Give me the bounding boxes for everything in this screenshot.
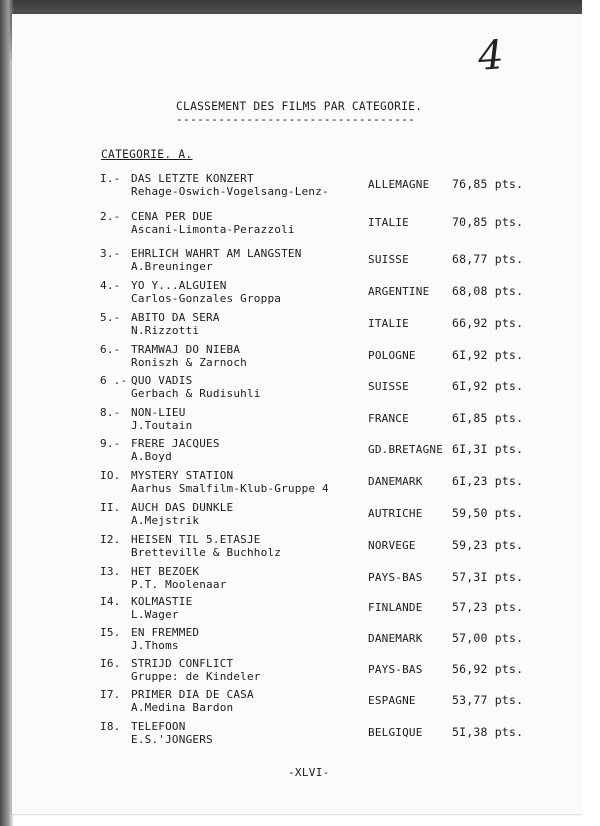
entry-score: 6I,92 pts. [452,379,524,393]
entry-rank: 8.- [100,406,121,419]
entry-rank: I3. [100,565,121,578]
list-item [0,172,600,202]
list-item [0,595,600,625]
entry-authors: P.T. Moolenaar [131,578,227,591]
title-underline: ---------------------------------- [176,113,416,126]
entry-score: 57,00 pts. [452,631,524,645]
entry-score: 76,85 pts. [452,177,524,191]
entry-score: 6I,85 pts. [452,411,524,425]
list-item [0,343,600,373]
entry-country: DANEMARK [368,632,423,645]
entry-authors: N.Rizzotti [131,324,200,337]
entry-score: 57,3I pts. [452,570,524,584]
entry-country: AUTRICHE [368,507,423,520]
entry-film-title: PRIMER DIA DE CASA [131,688,254,701]
entry-rank: 2.- [100,210,121,223]
entry-score: 6I,3I pts. [452,442,524,456]
list-item [0,406,600,436]
entry-country: PAYS-BAS [368,571,423,584]
list-item [0,501,600,531]
entry-score: 68,77 pts. [452,252,524,266]
entry-score: 5I,38 pts. [452,725,524,739]
entry-authors: A.Mejstrik [131,514,200,527]
entry-authors: Gerbach & Rudisuhli [131,387,261,400]
handwritten-page-number: 4 [476,32,506,80]
list-item [0,469,600,499]
entry-authors: J.Toutain [131,419,193,432]
entry-rank: IO. [100,469,121,482]
entry-rank: I5. [100,626,121,639]
entry-score: 57,23 pts. [452,600,524,614]
entry-country: SUISSE [368,253,409,266]
entry-film-title: STRIJD CONFLICT [131,657,234,670]
entry-score: 6I,92 pts. [452,348,524,362]
entry-film-title: DAS LETZTE KONZERT [131,172,254,185]
entry-film-title: AUCH DAS DUNKLE [131,501,234,514]
entry-rank: 9.- [100,437,121,450]
entry-authors: Aarhus Smalfilm-Klub-Gruppe 4 [131,482,329,495]
entry-country: ALLEMAGNE [368,178,430,191]
entry-authors: Gruppe: de Kindeler [131,670,261,683]
list-item [0,565,600,595]
category-heading: CATEGORIE. A. [101,148,193,161]
list-item [0,279,600,309]
entry-film-title: ABITO DA SERA [131,311,220,324]
entry-authors: J.Thoms [131,639,179,652]
entry-rank: I2. [100,533,121,546]
entry-film-title: CENA PER DUE [131,210,213,223]
entry-film-title: TELEFOON [131,720,186,733]
entry-country: FRANCE [368,412,409,425]
entry-film-title: TRAMWAJ DO NIEBA [131,343,241,356]
entry-authors: Carlos-Gonzales Groppa [131,292,282,305]
entry-country: DANEMARK [368,475,423,488]
entry-film-title: NON-LIEU [131,406,186,419]
entry-rank: I4. [100,595,121,608]
list-item [0,374,600,404]
entry-score: 59,50 pts. [452,506,524,520]
entry-country: GD.BRETAGNE [368,443,444,456]
entry-country: SUISSE [368,380,409,393]
entry-score: 68,08 pts. [452,284,524,298]
list-item [0,247,600,277]
entry-film-title: HET BEZOEK [131,565,200,578]
entry-country: POLOGNE [368,349,416,362]
entry-score: 66,92 pts. [452,316,524,330]
entry-authors: A.Boyd [131,450,172,463]
entry-rank: I.- [100,172,121,185]
entry-film-title: QUO VADIS [131,374,193,387]
list-item [0,533,600,563]
entry-rank: I6. [100,657,121,670]
entry-score: 6I,23 pts. [452,474,524,488]
entry-country: BELGIQUE [368,726,423,739]
entry-authors: E.S.'JONGERS [131,733,213,746]
entry-rank: I8. [100,720,121,733]
page-footer-roman-numeral: -XLVI- [288,766,330,779]
entry-film-title: FRERE JACQUES [131,437,220,450]
entry-country: ITALIE [368,317,409,330]
list-item [0,657,600,687]
list-item [0,437,600,467]
entry-rank: 4.- [100,279,121,292]
entry-rank: 6 .- [100,374,128,387]
entry-rank: I7. [100,688,121,701]
entry-score: 70,85 pts. [452,215,524,229]
entry-rank: II. [100,501,121,514]
entry-country: ESPAGNE [368,694,416,707]
entry-authors: Roniszh & Zarnoch [131,356,247,369]
list-item [0,720,600,750]
entry-country: ARGENTINE [368,285,430,298]
entry-film-title: YO Y...ALGUIEN [131,279,227,292]
entry-film-title: EHRLICH WAHRT AM LANGSTEN [131,247,302,260]
entry-score: 53,77 pts. [452,693,524,707]
entry-authors: A.Breuninger [131,260,213,273]
list-item [0,311,600,341]
entry-score: 59,23 pts. [452,538,524,552]
entry-country: ITALIE [368,216,409,229]
entry-authors: A.Medina Bardon [131,701,234,714]
document-title: CLASSEMENT DES FILMS PAR CATEGORIE. [176,100,423,113]
entry-country: NORVEGE [368,539,416,552]
entry-authors: L.Wager [131,608,179,621]
entry-authors: Ascani-Limonta-Perazzoli [131,223,295,236]
entry-film-title: MYSTERY STATION [131,469,234,482]
entry-authors: Rehage-Oswich-Vogelsang-Lenz- [131,185,329,198]
entry-score: 56,92 pts. [452,662,524,676]
list-item [0,210,600,240]
entry-rank: 3.- [100,247,121,260]
entry-country: PAYS-BAS [368,663,423,676]
entry-rank: 5.- [100,311,121,324]
entry-film-title: KOLMASTIE [131,595,193,608]
entry-authors: Bretteville & Buchholz [131,546,282,559]
entry-rank: 6.- [100,343,121,356]
entry-film-title: EN FREMMED [131,626,200,639]
entry-country: FINLANDE [368,601,423,614]
list-item [0,688,600,718]
list-item [0,626,600,656]
entry-film-title: HEISEN TIL 5.ETASJE [131,533,261,546]
